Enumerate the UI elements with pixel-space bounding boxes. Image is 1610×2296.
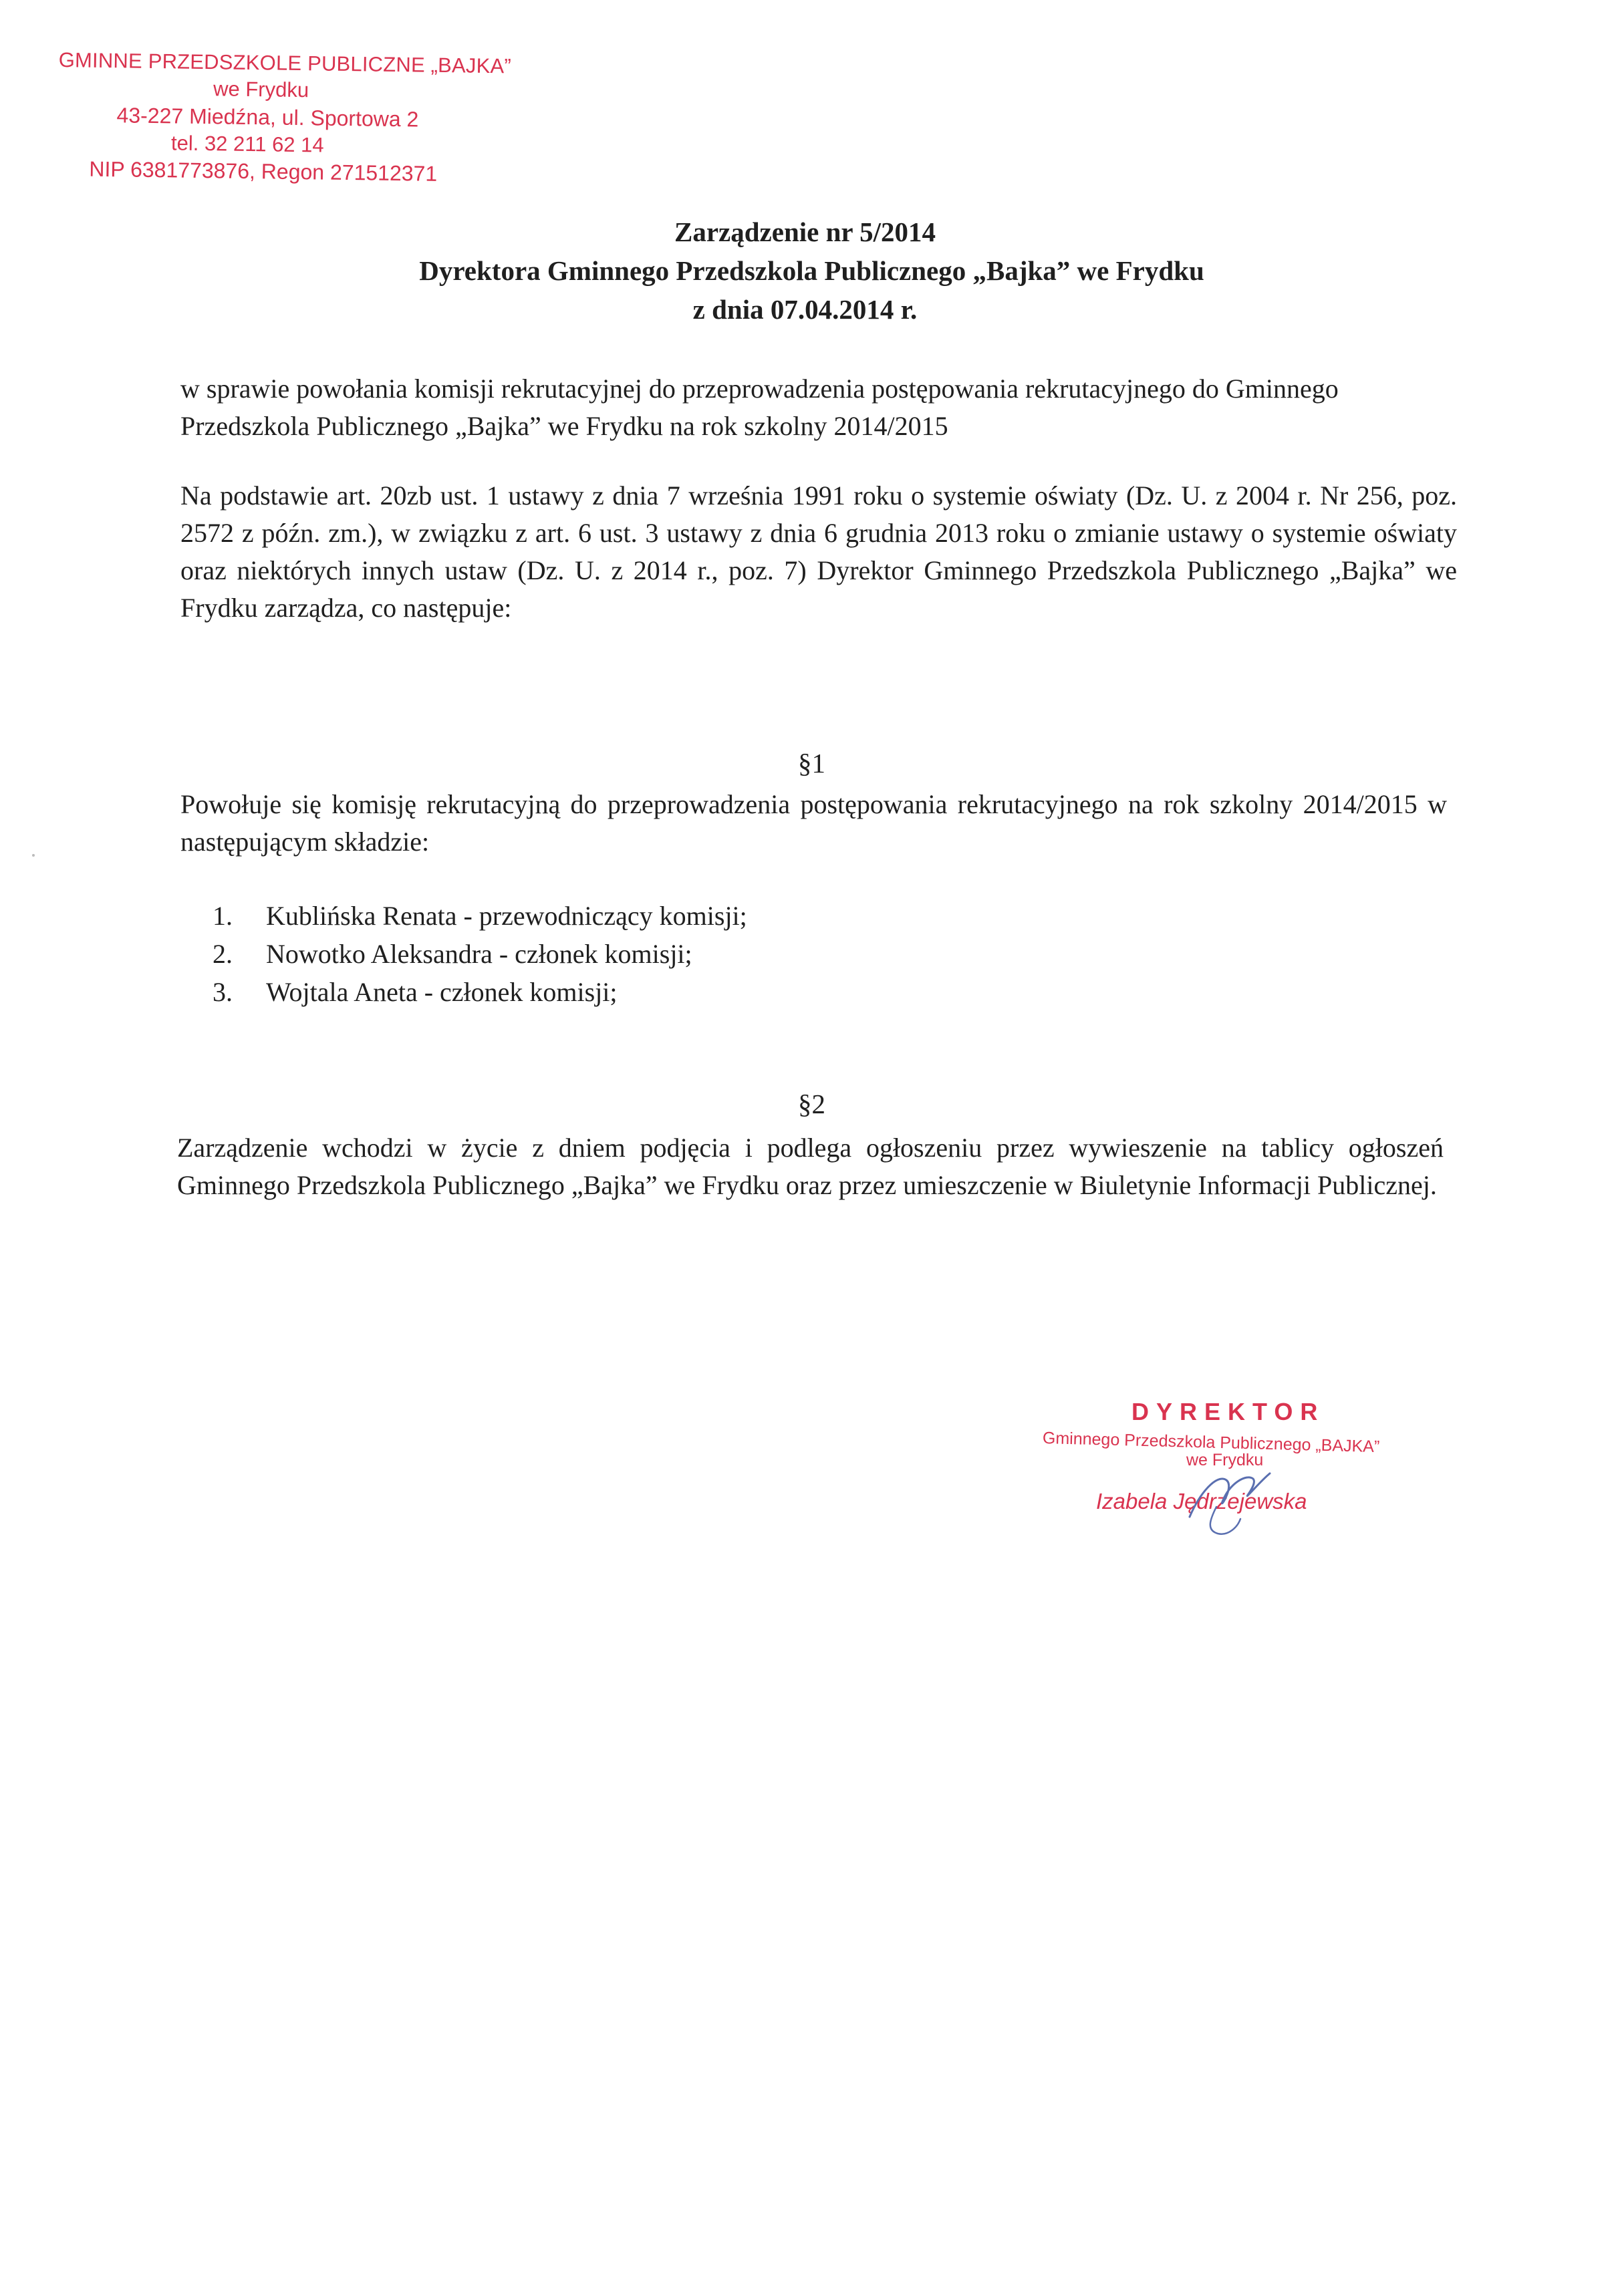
list-item (213, 973, 747, 1011)
scan-speck (32, 854, 35, 857)
stamp-line-phone: tel. 32 211 62 14 (170, 131, 324, 157)
stamp-line-address: 43-227 Miedźna, ul. Sportowa 2 (116, 102, 419, 132)
stamp-line-tax-ids: NIP 6381773876, Regon 271512371 (89, 157, 438, 186)
document-title (0, 212, 1610, 329)
list-item-text: Wojtala Aneta - członek komisji; (266, 977, 618, 1007)
title-line-order-number: Zarządzenie nr 5/2014 (674, 217, 936, 247)
document-subject: w sprawie powołania komisji rekrutacyjnej do przeprowadzenia postępowania rekrutacyjnego do Gminnego Przedszkola Publicznego „Bajka” we Frydku na rok szkolny 2014/2015 (180, 374, 1339, 441)
director-stamp-title: DYREKTOR (1131, 1398, 1325, 1425)
director-stamp-institution: Gminnego Przedszkola Publicznego „BAJKA” (1042, 1429, 1380, 1457)
list-item (213, 897, 747, 935)
section-2-text: Zarządzenie wchodzi w życie z dniem podjęcia i podlega ogłoszeniu przez wywieszenie na tablicy ogłoszeń Gminnego Przedszkola Publicznego „Bajka” we Frydku oraz przez umieszczenie w Biuletynie Informacji Publicznej. (177, 1133, 1444, 1200)
handwritten-signature (1176, 1453, 1283, 1540)
committee-members-list (213, 897, 747, 1011)
stamp-line-name: GMINNE PRZEDSZKOLE PUBLICZNE „BAJKA” (58, 47, 512, 78)
list-item-number: 3. (213, 977, 233, 1007)
stamp-line-town: we Frydku (213, 77, 309, 102)
list-item-text: Kublińska Renata - przewodniczący komisji; (266, 901, 747, 931)
section-2-heading: §2 (798, 1089, 825, 1119)
list-item (213, 935, 747, 973)
list-item-number: 2. (213, 939, 233, 969)
title-line-date: z dnia 07.04.2014 r. (692, 294, 918, 325)
institution-stamp (57, 47, 567, 190)
director-stamp-name: Izabela Jędrzejewska (1096, 1489, 1307, 1514)
section-1-heading: §1 (798, 748, 825, 778)
legal-basis: Na podstawie art. 20zb ust. 1 ustawy z dnia 7 września 1991 roku o systemie oświaty (Dz. U. z 2004 r. Nr 256, poz. 2572 z późn. zm.), w związku z art. 6 ust. 3 ustawy z dnia 6 grudnia 2013 roku o zmianie ustawy o systemie oświaty oraz niektórych innych ustaw (Dz. U. z 2014 r., poz. 7) Dyrektor Gminnego Przedszkola Publicznego „Bajka” we Frydku zarządza, co następuje: (180, 480, 1457, 623)
title-line-issuer: Dyrektora Gminnego Przedszkola Publicznego „Bajka” we Frydku (419, 255, 1204, 286)
section-1-text: Powołuje się komisję rekrutacyjną do przeprowadzenia postępowania rekrutacyjnego na rok szkolny 2014/2015 w następującym składzie: (180, 789, 1447, 857)
list-item-text: Nowotko Aleksandra - członek komisji; (266, 939, 692, 969)
director-stamp-location: we Frydku (1186, 1451, 1264, 1469)
list-item-number: 1. (213, 901, 233, 931)
